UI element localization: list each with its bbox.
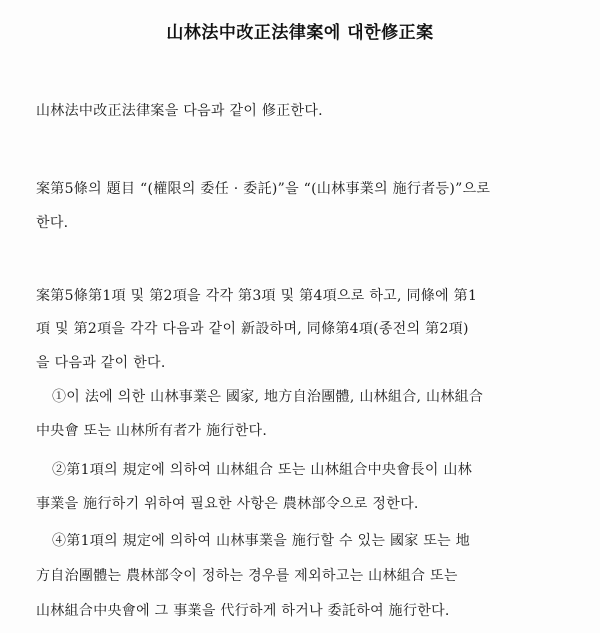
para2-line1: 案第5條第1項 및 第2項을 각각 第3項 및 第4項으로 하고, 同條에 第1 [36, 288, 478, 304]
item4-line1: ④第1項의 規定에 의하여 山林事業을 施行할 수 있는 國家 또는 地 [52, 533, 471, 549]
item2-line2: 事業을 施行하기 위하여 필요한 사항은 農林部令으로 정한다. [36, 496, 419, 512]
para1-line1: 案第5條의 題目 “(權限의 委任 · 委託)”을 “(山林事業의 施行者등)”으로 [36, 181, 491, 197]
item4-line2: 方自治團體는 農林部令이 정하는 경우를 제외하고는 山林組合 또는 [36, 568, 458, 584]
document-title: 山林法中改正法律案에 대한修正案 [166, 23, 434, 43]
intro-line: 山林法中改正法律案을 다음과 같이 修正한다. [36, 103, 323, 119]
item1-line2: 中央會 또는 山林所有者가 施行한다. [36, 423, 268, 439]
para1-line2: 한다. [36, 215, 69, 231]
para2-line2: 項 및 第2項을 각각 다음과 같이 新設하며, 同條第4項(종전의 第2項) [36, 321, 469, 337]
para2-line3: 을 다음과 같이 한다. [36, 355, 166, 371]
item4-line3: 山林組合中央會에 그 事業을 代行하게 하거나 委託하여 施行한다. [36, 603, 450, 619]
item1-line1: ①이 法에 의한 山林事業은 國家, 地方自治團體, 山林組合, 山林組合 [52, 389, 484, 405]
item2-line1: ②第1項의 規定에 의하여 山林組合 또는 山林組合中央會長이 山林 [52, 462, 472, 478]
